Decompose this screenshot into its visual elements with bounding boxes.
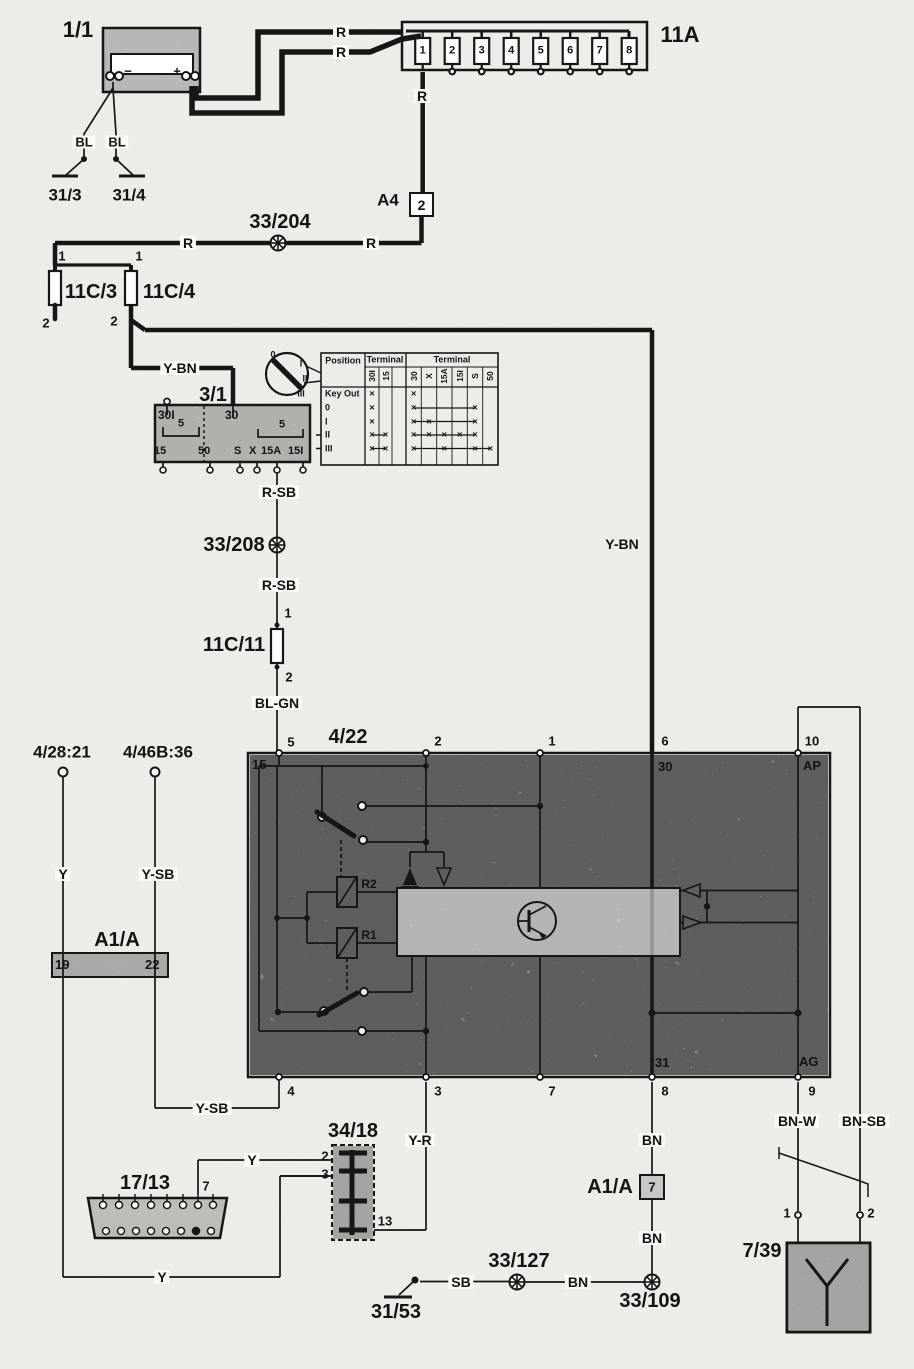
terminal-block-id: 34/18 — [327, 1120, 379, 1142]
rotary-pos-i: I — [299, 358, 303, 369]
ignition-term-15i: 15I — [288, 445, 304, 457]
radio-pin-10: 10 — [804, 733, 820, 749]
ignition-coil2: 5 — [278, 418, 286, 431]
wire-label-bn3: BN — [565, 1275, 591, 1289]
wire-label-ysb: Y-SB — [139, 867, 178, 881]
table-col-x: X — [423, 373, 434, 379]
fuse-11c11-pin2: 2 — [285, 669, 293, 685]
mark: × — [441, 429, 448, 441]
mark: × — [472, 415, 478, 427]
connector-a4-pin: 2 — [417, 197, 426, 213]
splice-33-204-label: 33/204 — [249, 211, 311, 233]
conn-11c3-pin1: 1 — [58, 248, 66, 264]
fuse-8-label: 8 — [626, 44, 633, 57]
table-col-s: S — [469, 373, 480, 379]
mark: × — [369, 442, 375, 454]
rotary-pos-iii: III — [297, 388, 305, 399]
ignition-term-15: 15 — [154, 445, 167, 457]
mark: × — [456, 429, 463, 441]
diagnostic-connector-id: 17/13 — [119, 1172, 171, 1194]
fuse-11c11-id: 11C/11 — [202, 634, 266, 656]
radio-pin-6: 6 — [661, 733, 669, 749]
wire-label-blgn: BL-GN — [252, 696, 302, 710]
radio-id: 4/22 — [328, 726, 368, 748]
rotary-pos-ii: II — [302, 373, 308, 384]
wire-label-bnw: BN-W — [775, 1114, 819, 1128]
conn-11c3-pin2: 2 — [42, 315, 50, 331]
table-row-iii: III — [325, 443, 333, 453]
splice-33-208-label: 33/208 — [203, 534, 265, 556]
fuse-1-label: 1 — [419, 44, 426, 57]
wire-label-r-feed2: R — [333, 45, 349, 59]
mark: × — [382, 429, 389, 441]
relay-r1-label: R1 — [361, 928, 377, 942]
radio-cell-15: 15 — [252, 757, 267, 772]
mark: × — [487, 442, 494, 454]
rotary-pos-0: 0 — [270, 349, 276, 360]
antenna-pin1: 1 — [783, 1205, 791, 1221]
splice-33-127-icon — [510, 1275, 525, 1290]
table-row-ii: II — [325, 429, 331, 440]
wire-label-r-main2: R — [363, 236, 379, 250]
fusebox-id: 11A — [660, 22, 700, 47]
connector-4-28-21-label: 4/28:21 — [33, 742, 91, 762]
radio-pin-5: 5 — [287, 734, 295, 750]
fuse-11c11-pin1: 1 — [284, 605, 292, 621]
amp-connector-id: A1/A — [94, 929, 140, 951]
table-header-position: Position — [325, 355, 361, 366]
amp-connector7-pin: 7 — [648, 1179, 656, 1195]
wire-label-ybn-main: Y-BN — [605, 536, 639, 552]
ground-31-3-label: 31/3 — [48, 185, 82, 205]
radio-pin-1: 1 — [548, 733, 556, 749]
wire-label-rsb1: R-SB — [259, 485, 299, 499]
radio-cell-31: 31 — [655, 1055, 670, 1070]
amplifier-block — [397, 888, 680, 956]
conn-11c4-pin1: 1 — [135, 248, 143, 264]
wire-label-y: Y — [55, 867, 70, 881]
table-col-15: 15 — [380, 371, 391, 381]
wire-label-bn2: BN — [639, 1231, 665, 1245]
diagnostic-pin7: 7 — [202, 1178, 210, 1194]
fuse-4-label: 4 — [508, 44, 515, 57]
mark: × — [472, 442, 478, 454]
ignition-term-x: X — [249, 445, 257, 457]
radio-pin-3: 3 — [434, 1083, 442, 1099]
wire-label-bn1: BN — [639, 1133, 665, 1147]
splice-33-208-icon — [270, 538, 285, 553]
mark: × — [472, 429, 478, 441]
radio-cell-30: 30 — [658, 759, 673, 774]
fuse-2-label: 2 — [449, 44, 456, 57]
table-row-i: I — [325, 416, 328, 426]
fuse-6-label: 6 — [567, 44, 574, 57]
ignition-term-30: 30 — [225, 408, 239, 422]
table-col-30: 30 — [408, 371, 419, 381]
wire-label-rsb2: R-SB — [259, 578, 299, 592]
wire-label-y2: Y — [154, 1270, 169, 1284]
ignition-term-s: S — [234, 445, 242, 457]
table-col-15i: 15I — [454, 370, 465, 382]
ground-31-53-label: 31/53 — [370, 1301, 422, 1323]
conn-11c3-id: 11C/3 — [64, 281, 118, 303]
splice-33-109-label: 33/109 — [619, 1290, 681, 1312]
mark: × — [472, 402, 478, 414]
mark: × — [369, 388, 375, 400]
wire-label-ysb2: Y-SB — [193, 1101, 232, 1115]
table-col-50: 50 — [485, 371, 496, 381]
conn-11c4-id: 11C/4 — [142, 281, 196, 303]
radio-pin-8: 8 — [661, 1083, 669, 1099]
radio-pin-7: 7 — [548, 1083, 556, 1099]
fuse-3-label: 3 — [478, 44, 485, 57]
mark: × — [410, 429, 417, 441]
table-col-30i: 30I — [366, 370, 377, 382]
battery-minus-sign: − — [124, 63, 132, 79]
battery-plus-sign: + — [173, 63, 181, 79]
wire-label-y3: Y — [244, 1153, 259, 1167]
splice-33-109-icon — [645, 1275, 660, 1290]
mark: × — [441, 442, 448, 454]
antenna-box-symbol — [787, 1243, 870, 1332]
radio-pin-9: 9 — [808, 1083, 816, 1099]
mark: × — [410, 415, 417, 427]
connector-a4-label: A4 — [377, 190, 399, 210]
fuse-5-label: 5 — [537, 44, 544, 57]
battery-symbol — [103, 28, 200, 92]
ignition-coil1: 5 — [177, 417, 185, 430]
mark: × — [426, 415, 432, 427]
table-row-0: 0 — [325, 402, 331, 413]
amp-connector7-id: A1/A — [587, 1176, 633, 1198]
amp-connector-pin19: 19 — [55, 957, 70, 972]
wire-label-sb: SB — [448, 1275, 473, 1289]
terminal-block-pin3: 3 — [321, 1166, 329, 1182]
wire-label-r-feed1: R — [333, 25, 349, 39]
connector-4-46b-36-label: 4/46B:36 — [123, 742, 193, 762]
ignition-term-50: 50 — [198, 445, 211, 457]
splice-33-127-label: 33/127 — [488, 1250, 550, 1272]
amp-connector-pin22: 22 — [145, 957, 160, 972]
mark: × — [369, 429, 375, 441]
table-row-keyout: Key Out — [325, 388, 360, 399]
antenna-pin2: 2 — [867, 1205, 875, 1221]
wire-label-r-main1: R — [180, 236, 196, 250]
terminal-block-pin13: 13 — [377, 1213, 393, 1229]
ignition-term-15a: 15A — [261, 445, 282, 457]
ignition-term-30i: 30I — [158, 408, 175, 422]
radio-cell-ag: AG — [799, 1054, 819, 1069]
mark: × — [369, 402, 375, 414]
ground-31-4-label: 31/4 — [112, 185, 146, 205]
terminal-block-pin2: 2 — [321, 1148, 329, 1164]
wire-label-bnsb: BN-SB — [839, 1114, 889, 1128]
mark: × — [369, 415, 375, 427]
radio-pin-4: 4 — [287, 1083, 295, 1099]
wire-label-r-out: R — [414, 89, 430, 103]
mark: × — [410, 402, 417, 414]
fuse-7-label: 7 — [596, 44, 603, 57]
wire-label-ybn-switch: Y-BN — [160, 361, 199, 375]
wire-label-bl-right: BL — [105, 136, 128, 149]
mark: × — [410, 442, 417, 454]
table-col-15a: 15A — [439, 368, 450, 384]
mark: × — [382, 442, 389, 454]
conn-11c4-pin2: 2 — [110, 313, 118, 329]
ignition-id: 3/1 — [199, 384, 227, 406]
radio-cell-ap: AP — [803, 758, 822, 773]
wire-label-yr: Y-R — [405, 1133, 434, 1147]
wire-label-bl-left: BL — [72, 136, 95, 149]
table-header-terminal2: Terminal — [433, 354, 471, 365]
splice-33-204-icon — [271, 236, 286, 251]
battery-id: 1/1 — [62, 17, 94, 42]
radio-pin-2: 2 — [434, 733, 442, 749]
antenna-id: 7/39 — [742, 1240, 782, 1262]
relay-r2-label: R2 — [361, 877, 377, 891]
mark: × — [410, 388, 417, 400]
mark: × — [426, 429, 432, 441]
table-header-terminal1: Terminal — [366, 354, 404, 365]
